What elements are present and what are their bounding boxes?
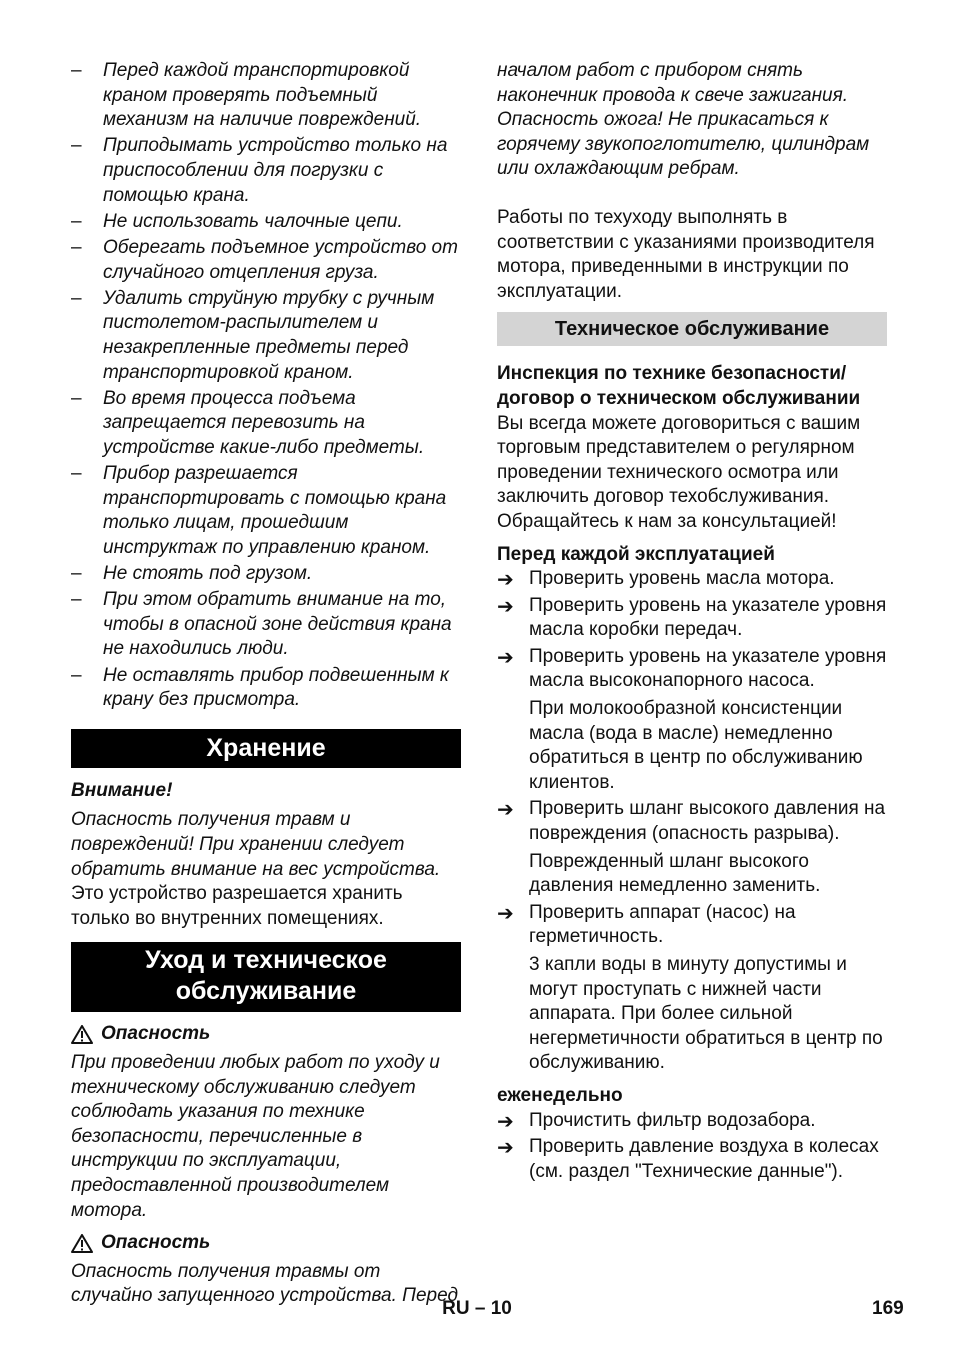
weekly-list: [497, 1109, 887, 1185]
danger-label: Опасность: [71, 1022, 461, 1047]
warning-triangle-icon: [71, 1025, 93, 1044]
arrow-icon: ➔: [497, 799, 514, 822]
arrow-icon: ➔: [497, 646, 514, 669]
list-item: – При этом обратить внимание на то, чтобы в опасной зоне действия крана не находились люди.: [71, 589, 452, 660]
maintenance-heading: Техническое обслуживание: [497, 312, 887, 346]
warning-triangle-icon: [71, 1234, 93, 1253]
list-item: – Не оставлять прибор подвешенным к крану без присмотра.: [71, 664, 449, 711]
footer-section-label: RU – 10: [442, 1298, 512, 1319]
list-item: ➔ Проверить аппарат (насос) на герметичность. 3 капли воды в минуту допустимы и могут проступать с нижней части аппарата. При более сильной негерметичности обратиться в центр по обслуживанию.: [497, 901, 887, 1076]
list-item-note: Поврежденный шланг высокого давления немедленно заменить.: [529, 850, 821, 897]
list-item: ➔ Проверить уровень на указателе уровня масла коробки передач.: [497, 594, 887, 641]
attention-label: Внимание!: [71, 779, 173, 801]
left-column: [71, 59, 461, 1309]
arrow-icon: ➔: [497, 902, 514, 925]
before-operation-heading: Перед каждой эксплуатацией: [497, 543, 775, 565]
list-item: – Во время процесса подъема запрещается перевозить на устройстве какие-либо предметы.: [71, 387, 425, 458]
page-number: 169: [872, 1298, 904, 1319]
care-heading: Уход и техническое обслуживание: [71, 942, 461, 1012]
storage-heading: Хранение: [71, 729, 461, 768]
list-item: – Перед каждой транспортировкой краном проверять подъемный механизм на наличие повреждений.: [71, 60, 422, 131]
list-item: – Приподымать устройство только на приспособлении для погрузки с помощью крана.: [71, 135, 448, 206]
list-item: – Не стоять под грузом.: [71, 563, 313, 585]
danger-text: Опасность получения травмы от случайно запущенного устройства. Перед: [71, 1260, 458, 1307]
before-operation-list: [497, 567, 887, 1076]
arrow-icon: ➔: [497, 1110, 514, 1133]
list-item: ➔ Проверить уровень на указателе уровня масла высоконапорного насоса. При молокообразной консистенции масла (вода в масле) немедленно обратиться в центр по обслуживанию клиентов.: [497, 645, 887, 796]
list-item: – Прибор разрешается транспортировать с помощью крана только лицам, прошедшим инструктаж по управлению краном.: [71, 463, 447, 558]
inspection-heading: Инспекция по технике безопасности/ договор о техническом обслуживании: [497, 363, 861, 409]
maintenance-text: Работы по техуходу выполнять в соответствии с указаниями производителя мотора, приведенными в инструкции по эксплуатации.: [497, 206, 875, 302]
list-item: – Удалить струйную трубку с ручным пистолетом-распылителем и незакрепленные предметы перед транспортировкой краном.: [71, 287, 435, 383]
arrow-icon: ➔: [497, 569, 514, 592]
danger-text: При проведении любых работ по уходу и техническому обслуживанию следует соблюдать указания по технике безопасности, перечисленные в инструкции по эксплуатации, предоставленной производителем мотора.: [71, 1051, 440, 1221]
transport-safety-list: [71, 59, 461, 713]
arrow-icon: ➔: [497, 1137, 514, 1160]
list-item: ➔ Проверить шланг высокого давления на повреждения (опасность разрыва). Поврежденный шланг высокого давления немедленно заменить.: [497, 797, 887, 898]
list-item: ➔ Проверить уровень масла мотора.: [497, 568, 835, 592]
arrow-icon: ➔: [497, 595, 514, 618]
inspection-text: Вы всегда можете договориться с вашим торговым представителем о регулярном проведении технического осмотра или заключить договор техобслуживания. Обращайтесь к нам за консультацией!: [497, 412, 861, 532]
right-column: [497, 59, 887, 1186]
danger-label: Опасность: [71, 1231, 461, 1256]
list-item: – Оберегать подъемное устройство от случайного отцепления груза.: [71, 236, 458, 283]
attention-text: Опасность получения травм и повреждений! При хранении следует обратить внимание на вес устройства.: [71, 809, 441, 880]
list-item-note: 3 капли воды в минуту допустимы и могут проступать с нижней части аппарата. При более сильной негерметичности обратиться в центр по обслуживанию.: [529, 954, 883, 1074]
list-item: ➔ Проверить давление воздуха в колесах (см. раздел "Технические данные").: [497, 1136, 879, 1182]
continued-danger-text: началом работ с прибором снять наконечник провода к свече зажигания. Опасность ожога! Не прикасаться к горячему звукопоглотителю, цилиндрам или охлаждающим ребрам.: [497, 60, 870, 180]
weekly-heading: еженедельно: [497, 1084, 623, 1106]
list-item: – Не использовать чалочные цепи.: [71, 210, 403, 232]
list-item: ➔ Прочистить фильтр водозабора.: [497, 1109, 816, 1133]
list-item-note: При молокообразной консистенции масла (вода в масле) немедленно обратиться в центр по обслуживанию клиентов.: [529, 698, 863, 793]
storage-text: Это устройство разрешается хранить только во внутренних помещениях.: [71, 883, 403, 929]
